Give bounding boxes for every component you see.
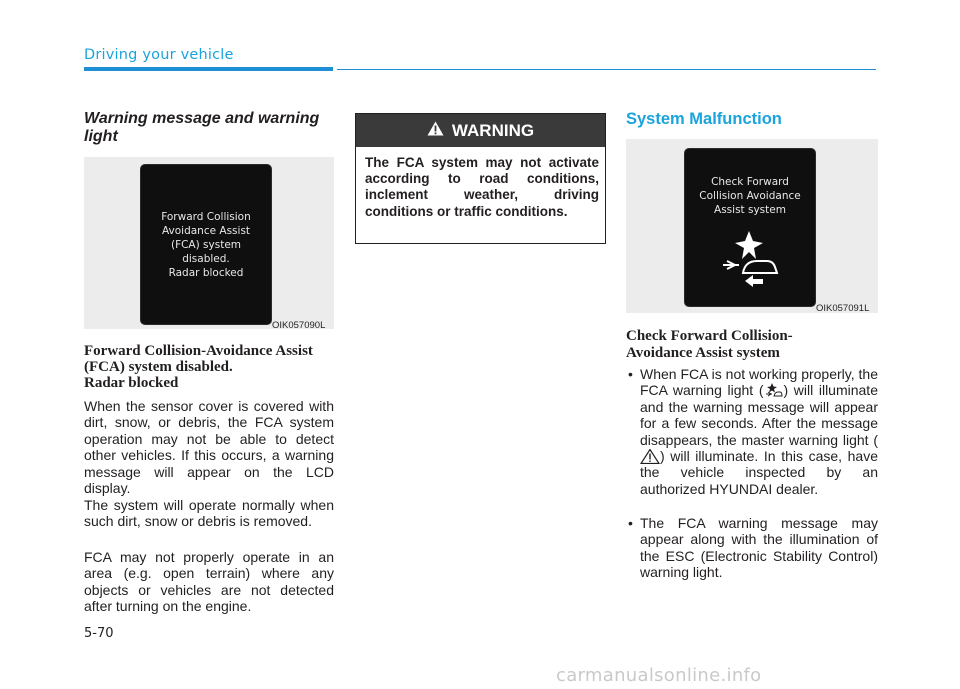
text-span: When FCA is not working properly, the FCA warning light (: [640, 366, 878, 399]
lcd-display: [684, 148, 816, 307]
message-heading-line: Avoidance Assist system: [626, 345, 780, 361]
warning-header: [356, 114, 605, 147]
bullet-dot: •: [628, 515, 633, 531]
bullet-dot: •: [628, 366, 633, 382]
figure-code: OIK057091L: [816, 303, 870, 314]
paragraph: When the sensor cover is covered with dirt, snow, or debris, the FCA system operation may not be able to detect other vehicles. If this occurs, a warning message will appear on the LCD display.: [84, 398, 334, 497]
header-rule-thin: [337, 69, 876, 70]
lcd-line: Assist system: [714, 204, 786, 216]
list-item-text: The FCA warning message may appear along with the illumination of the ESC (Electronic Stability Control) warning light.: [640, 515, 878, 581]
message-heading-line: (FCA) system disabled.: [84, 359, 233, 375]
text-span: ) will illuminate and the warning message will appear for a few seconds. After the message disappears, the master warning light (: [640, 382, 878, 448]
warning-title: WARNING: [451, 120, 535, 140]
list-item: [626, 515, 878, 585]
warning-box: [355, 113, 606, 244]
fca-collision-icon: [717, 231, 787, 291]
lcd-line: Check Forward: [711, 176, 789, 188]
lcd-line: (FCA) system: [170, 239, 242, 251]
warning-text: The FCA system may not activate according to road conditions, inclement weather, driving conditions or traffic conditions.: [365, 155, 599, 219]
header-rule-thick: [84, 67, 333, 71]
text-span: ) will illuminate. In this case, have the vehicle inspected by an authorized HYUNDAI dealer.: [640, 448, 878, 497]
list-item: [626, 366, 878, 514]
list-item-text: [640, 366, 878, 497]
lcd-line: Radar blocked: [168, 267, 244, 279]
lcd-line: Avoidance Assist: [161, 225, 251, 237]
figure-check-fca: [626, 139, 878, 313]
message-heading-line: Radar blocked: [84, 375, 179, 391]
lcd-line: Forward Collision: [161, 211, 251, 223]
master-warning-light-icon: [640, 449, 660, 464]
watermark: carmanualsonline.info: [556, 665, 762, 686]
lcd-line: disabled.: [182, 253, 230, 265]
lcd-line: Collision Avoidance: [699, 190, 801, 202]
figure-code: OIK057090L: [272, 320, 326, 331]
paragraph: FCA may not properly operate in an area (e.g. open terrain) where any objects or vehicles are not detected after turning on the engine.: [84, 549, 334, 615]
figure-radar-blocked: [84, 157, 334, 329]
warning-triangle-icon: [427, 121, 444, 141]
lcd-display: [140, 164, 272, 325]
message-heading-line: Check Forward Collision-: [626, 328, 793, 344]
message-heading-line: Forward Collision-Avoidance Assist: [84, 343, 313, 359]
fca-warning-light-icon: [763, 383, 783, 398]
system-malfunction-heading: System Malfunction: [626, 110, 782, 128]
section-title: Driving your vehicle: [84, 47, 234, 63]
warning-message-subheading: Warning message and warning light: [84, 110, 320, 145]
page-number: 5-70: [84, 626, 114, 641]
paragraph: The system will operate normally when such dirt, snow or debris is removed.: [84, 497, 334, 530]
